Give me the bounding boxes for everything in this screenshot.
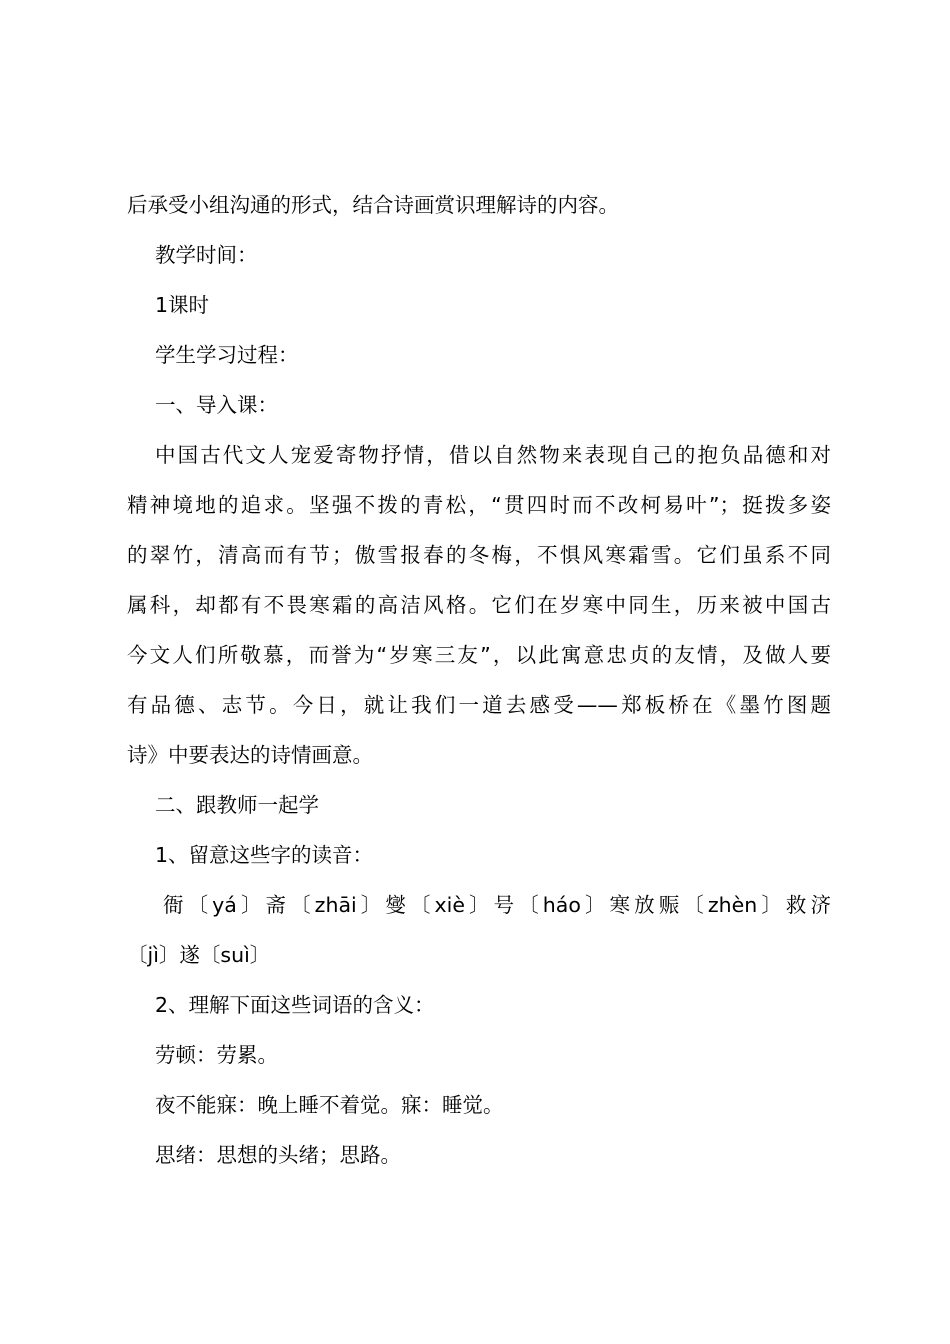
item-vocabulary: 2、理解下面这些词语的含义： [155,993,435,1017]
vocab-entry: 思绪：思想的头绪；思路。 [155,1143,401,1167]
heading-introduction: 一、导入课： [155,393,278,417]
paragraph-line: 属科，却都有不畏寒霜的高洁风格。它们在岁寒中同生，历来被中国古 [127,593,831,617]
heading-learning-process: 学生学习过程： [155,343,299,367]
paragraph-line: 中国古代文人宠爱寄物抒情，借以自然物来表现自己的抱负品德和对 [155,443,831,467]
document-page [127,180,831,1180]
heading-learn-with-teacher: 二、跟教师一起学 [155,793,319,817]
paragraph-line: 今文人们所敬慕，而誉为“岁寒三友”，以此寓意忠贞的友情，及做人要 [127,643,831,667]
item-pronunciation: 1、留意这些字的读音： [155,843,374,867]
label-teaching-time: 教学时间： [155,243,258,267]
paragraph-line: 精神境地的追求。坚强不拨的青松，“贯四时而不改柯易叶”；挺拨多姿 [127,493,831,517]
pinyin-line: 〔jì〕遂〔suì〕 [127,943,271,967]
text-line-continuation: 后承受小组沟通的形式，结合诗画赏识理解诗的内容。 [127,193,619,217]
vocab-entry: 劳顿：劳累。 [155,1043,278,1067]
paragraph-line: 有品德、志节。今日，就让我们一道去感受——郑板桥在《墨竹图题 [127,693,831,717]
vocab-entry: 夜不能寐：晚上睡不着觉。寐：睡觉。 [155,1093,504,1117]
pinyin-line: 衙〔yá〕斋〔zhāi〕燮〔xiè〕号〔háo〕寒放赈〔zhèn〕救济 [163,893,831,917]
value-teaching-time: 1课时 [155,293,210,317]
paragraph-line: 的翠竹，清高而有节；傲雪报春的冬梅，不惧风寒霜雪。它们虽系不同 [127,543,831,567]
paragraph-line: 诗》中要表达的诗情画意。 [127,743,373,767]
